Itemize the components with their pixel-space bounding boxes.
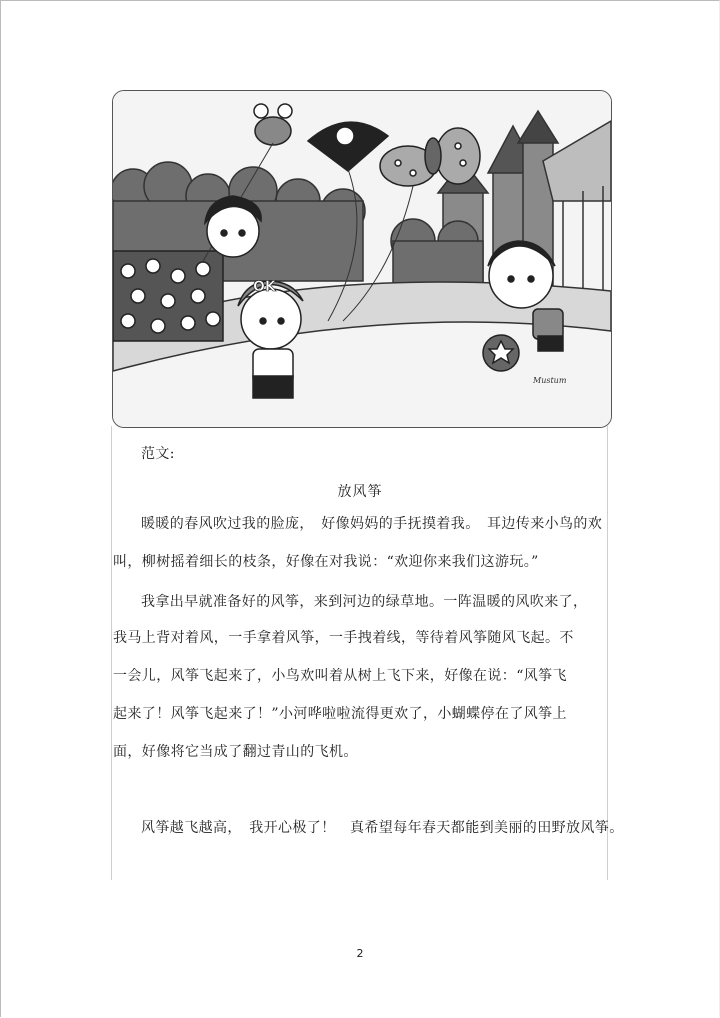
girl-character	[205, 196, 261, 257]
kite-flying-illustration	[112, 90, 612, 428]
essay-line-5: 一会儿，风筝飞起来了，小鸟欢叫着从树上飞下来，好像在说：“风筝飞	[113, 668, 567, 684]
page-number: 2	[356, 947, 364, 960]
ball	[483, 335, 519, 371]
svg-text:Mustum: Mustum	[533, 376, 567, 385]
essay-line-7: 面，好像将它当成了翻过青山的飞机。	[113, 744, 358, 760]
label-fanwen: 范文:	[141, 446, 175, 462]
essay-line-1: 暖暖的春风吹过我的脸庞， 好像妈妈的手抚摸着我。 耳边传来小鸟的欢	[141, 516, 603, 532]
essay-line-2: 叫，柳树摇着细长的枝条，好像在对我说：“欢迎你来我们这游玩。”	[113, 554, 539, 570]
essay-line-8: 风筝越飞越高， 我开心极了！ 真希望每年春天都能到美丽的田野放风筝。	[141, 820, 624, 836]
essay-line-3: 我拿出早就准备好的风筝，来到河边的绿草地。一阵温暖的风吹来了，	[141, 594, 588, 610]
svg-text:OK: OK	[253, 279, 276, 295]
essay-title: 放风筝	[337, 484, 383, 500]
essay-line-4: 我马上背对着风，一手拿着风筝，一手拽着线，等待着风筝随风飞起。不	[113, 630, 574, 646]
essay-line-6: 起来了！风筝飞起来了！”小河哗啦啦流得更欢了，小蝴蝶停在了风筝上	[113, 706, 567, 722]
flower-bed	[113, 251, 223, 341]
